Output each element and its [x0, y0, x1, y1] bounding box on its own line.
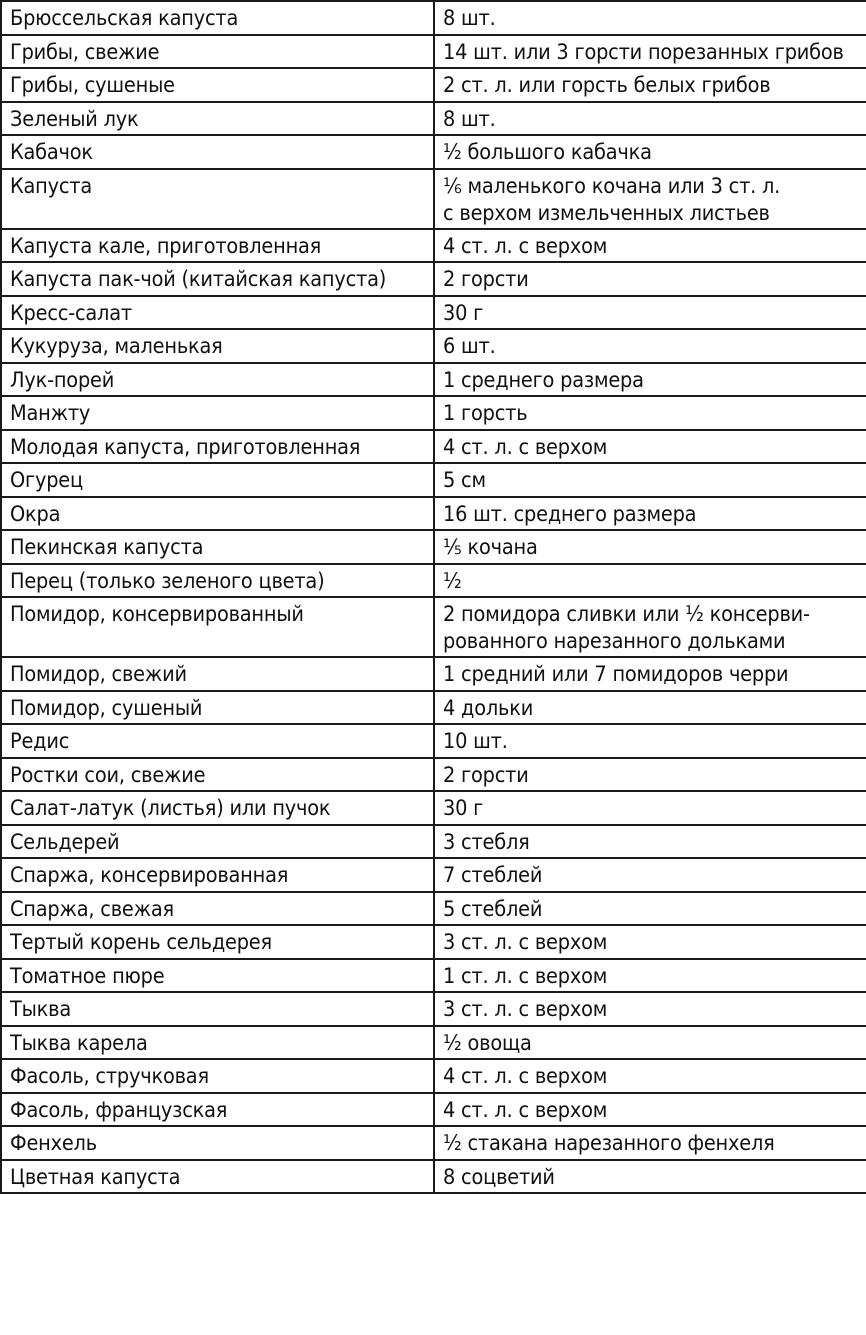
- vegetable-name-cell: [1, 825, 434, 859]
- portion-amount: 2 горсти: [443, 267, 529, 292]
- vegetable-name-cell: [1, 530, 434, 564]
- vegetable-name: Грибы, свежие: [10, 39, 160, 65]
- vegetable-name-cell: [1, 329, 434, 363]
- table-row: [1, 497, 866, 531]
- table-row: [1, 463, 866, 497]
- vegetable-name-cell: [1, 262, 434, 296]
- vegetable-name-cell: [1, 858, 434, 892]
- vegetable-name-cell: [1, 1126, 434, 1160]
- vegetable-name: Цветная капуста: [10, 1164, 181, 1190]
- vegetable-name: Огурец: [10, 468, 83, 493]
- portion-cell: [434, 825, 866, 859]
- portion-amount: 8 шт.: [443, 6, 496, 31]
- vegetable-name-cell: [1, 691, 434, 725]
- portion-amount: 1 горсть: [443, 401, 528, 426]
- vegetable-name-cell: [1, 229, 434, 263]
- portion-amount: 5 стеблей: [443, 896, 543, 922]
- vegetable-name: Фасоль, французская: [10, 1097, 228, 1123]
- table-row: [1, 363, 866, 397]
- vegetable-name: Тертый корень сельдерея: [10, 930, 272, 955]
- vegetable-name: Пекинская капуста: [10, 535, 204, 560]
- table-row: [1, 262, 866, 296]
- portion-amount: 1 средний или 7 помидоров черри: [443, 662, 789, 687]
- vegetable-name-cell: [1, 564, 434, 598]
- vegetable-name-cell: [1, 597, 434, 657]
- portion-cell: [434, 564, 866, 598]
- vegetable-name-cell: [1, 135, 434, 169]
- portion-amount: 6 шт.: [443, 334, 496, 359]
- table-row: [1, 1160, 866, 1194]
- table-row: [1, 564, 866, 598]
- vegetable-name-cell: [1, 497, 434, 531]
- portion-cell: [434, 1026, 866, 1060]
- vegetable-name: Помидор, свежий: [10, 662, 187, 687]
- portion-amount: 3 стебля: [443, 829, 530, 855]
- vegetable-name-cell: [1, 657, 434, 691]
- table-row: [1, 102, 866, 136]
- vegetable-name-cell: [1, 1, 434, 35]
- vegetable-name: Помидор, сушеный: [10, 695, 203, 721]
- vegetable-name-cell: [1, 892, 434, 926]
- table-row: [1, 229, 866, 263]
- vegetable-name: Капуста: [10, 173, 93, 199]
- table-row: [1, 296, 866, 330]
- table-row: [1, 597, 866, 657]
- portion-cell: [434, 296, 866, 330]
- portion-amount: ⅕ кочана: [443, 535, 538, 560]
- vegetable-name-cell: [1, 102, 434, 136]
- portion-amount: 5 см: [443, 468, 486, 493]
- portion-cell: [434, 1, 866, 35]
- table-row: [1, 430, 866, 464]
- table-row: [1, 1026, 866, 1060]
- table-row: [1, 892, 866, 926]
- table-row: [1, 992, 866, 1026]
- portion-amount: 8 соцветий: [443, 1164, 555, 1190]
- portion-cell: [434, 1059, 866, 1093]
- portion-amount: ½ овоща: [443, 1030, 532, 1056]
- portion-amount: 3 ст. л. с верхом: [443, 930, 608, 955]
- vegetable-name: Зеленый лук: [10, 106, 139, 132]
- vegetable-name-cell: [1, 396, 434, 430]
- portion-amount: 4 ст. л. с верхом: [443, 434, 608, 460]
- portion-cell: [434, 657, 866, 691]
- table-row: [1, 1, 866, 35]
- vegetable-name-cell: [1, 169, 434, 229]
- vegetable-name-cell: [1, 463, 434, 497]
- vegetable-name: Кукуруза, маленькая: [10, 334, 223, 359]
- vegetable-name: Помидор, консервированный: [10, 602, 304, 627]
- table-row: [1, 1126, 866, 1160]
- vegetable-name-cell: [1, 959, 434, 993]
- portion-amount: 4 ст. л. с верхом: [443, 1064, 608, 1089]
- vegetable-name: Тыква карела: [10, 1030, 148, 1056]
- table-row: [1, 1059, 866, 1093]
- vegetable-name-cell: [1, 363, 434, 397]
- vegetable-name-cell: [1, 758, 434, 792]
- vegetable-name: Окра: [10, 501, 61, 527]
- table-row: [1, 925, 866, 959]
- vegetable-name-cell: [1, 68, 434, 102]
- portion-cell: [434, 1093, 866, 1127]
- portion-cell: [434, 691, 866, 725]
- vegetable-name: Грибы, сушеные: [10, 73, 175, 98]
- portion-cell: [434, 68, 866, 102]
- table-row: [1, 657, 866, 691]
- portion-amount: 1 ст. л. с верхом: [443, 963, 608, 989]
- portion-amount: 14 шт. или 3 горсти порезанных грибов: [443, 39, 844, 65]
- portion-amount: 2 ст. л. или горсть белых грибов: [443, 73, 771, 98]
- table-row: [1, 68, 866, 102]
- table-row: [1, 758, 866, 792]
- portion-cell: [434, 959, 866, 993]
- portion-cell: [434, 758, 866, 792]
- table-row: [1, 825, 866, 859]
- vegetable-name-cell: [1, 1026, 434, 1060]
- portion-amount: 2 помидора сливки или ½ консерви- рованного нарезанного дольками: [443, 602, 810, 654]
- portion-amount: 4 ст. л. с верхом: [443, 233, 608, 259]
- portion-cell: [434, 1126, 866, 1160]
- table-row: [1, 858, 866, 892]
- portion-amount: 30 г: [443, 796, 484, 821]
- table-row: [1, 691, 866, 725]
- vegetable-name: Спаржа, свежая: [10, 896, 174, 922]
- table-row: [1, 169, 866, 229]
- portion-cell: [434, 925, 866, 959]
- portion-cell: [434, 858, 866, 892]
- vegetable-name-cell: [1, 1160, 434, 1194]
- table-row: [1, 35, 866, 69]
- portion-amount: 3 ст. л. с верхом: [443, 997, 608, 1022]
- vegetable-name: Манжту: [10, 401, 91, 426]
- table-row: [1, 530, 866, 564]
- portion-cell: [434, 35, 866, 69]
- table-row: [1, 396, 866, 430]
- portion-cell: [434, 329, 866, 363]
- vegetable-name: Редис: [10, 729, 70, 754]
- portion-amount: 1 среднего размера: [443, 367, 644, 393]
- portion-cell: [434, 992, 866, 1026]
- portion-amount: 16 шт. среднего размера: [443, 501, 697, 527]
- table-row: [1, 959, 866, 993]
- vegetable-name-cell: [1, 925, 434, 959]
- vegetable-name: Салат-латук (листья) или пучок: [10, 796, 331, 821]
- portion-cell: [434, 135, 866, 169]
- vegetable-name-cell: [1, 1093, 434, 1127]
- portion-amount: 2 горсти: [443, 762, 529, 788]
- table-row: [1, 791, 866, 825]
- vegetable-name-cell: [1, 1059, 434, 1093]
- table-row: [1, 329, 866, 363]
- vegetable-name-cell: [1, 430, 434, 464]
- vegetable-name: Молодая капуста, приготовленная: [10, 434, 361, 460]
- portion-cell: [434, 724, 866, 758]
- portion-cell: [434, 169, 866, 229]
- vegetable-name: Фенхель: [10, 1131, 97, 1156]
- vegetable-name-cell: [1, 724, 434, 758]
- vegetable-name: Томатное пюре: [10, 963, 165, 989]
- portion-cell: [434, 430, 866, 464]
- portion-cell: [434, 597, 866, 657]
- table-body: [1, 1, 866, 1193]
- vegetable-name: Сельдерей: [10, 829, 120, 855]
- vegetable-name: Лук-порей: [10, 367, 115, 393]
- vegetable-name: Кресс-салат: [10, 300, 132, 326]
- portion-cell: [434, 102, 866, 136]
- portion-cell: [434, 262, 866, 296]
- vegetable-name: Брюссельская капуста: [10, 6, 239, 31]
- vegetable-name: Ростки сои, свежие: [10, 762, 206, 788]
- portion-cell: [434, 363, 866, 397]
- vegetable-name-cell: [1, 296, 434, 330]
- vegetable-name-cell: [1, 992, 434, 1026]
- portion-cell: [434, 463, 866, 497]
- portion-amount: 4 дольки: [443, 695, 534, 721]
- table-row: [1, 1093, 866, 1127]
- portion-cell: [434, 1160, 866, 1194]
- portion-cell: [434, 229, 866, 263]
- vegetable-name: Капуста пак-чой (китайская капуста): [10, 267, 387, 292]
- vegetable-name: Кабачок: [10, 140, 93, 165]
- portion-amount: 8 шт.: [443, 106, 496, 132]
- portion-amount: 30 г: [443, 300, 484, 326]
- vegetable-name: Капуста кале, приготовленная: [10, 233, 322, 259]
- table-row: [1, 724, 866, 758]
- portion-cell: [434, 396, 866, 430]
- portion-amount: 7 стеблей: [443, 863, 543, 888]
- portion-cell: [434, 497, 866, 531]
- vegetable-name: Спаржа, консервированная: [10, 863, 289, 888]
- vegetable-name: Тыква: [10, 997, 72, 1022]
- portion-amount: ½ стакана нарезанного фенхеля: [443, 1131, 775, 1156]
- portion-cell: [434, 791, 866, 825]
- portion-cell: [434, 530, 866, 564]
- portion-amount: 4 ст. л. с верхом: [443, 1097, 608, 1123]
- portion-cell: [434, 892, 866, 926]
- portion-amount: 10 шт.: [443, 729, 508, 754]
- vegetable-name-cell: [1, 791, 434, 825]
- portion-amount: ½: [443, 568, 462, 594]
- portion-amount: ½ большого кабачка: [443, 140, 652, 165]
- table-row: [1, 135, 866, 169]
- vegetable-name: Перец (только зеленого цвета): [10, 568, 325, 594]
- vegetable-name-cell: [1, 35, 434, 69]
- portion-amount: ⅙ маленького кочана или 3 ст. л. с верхом измельченных листьев: [443, 173, 781, 226]
- vegetable-name: Фасоль, стручковая: [10, 1064, 209, 1089]
